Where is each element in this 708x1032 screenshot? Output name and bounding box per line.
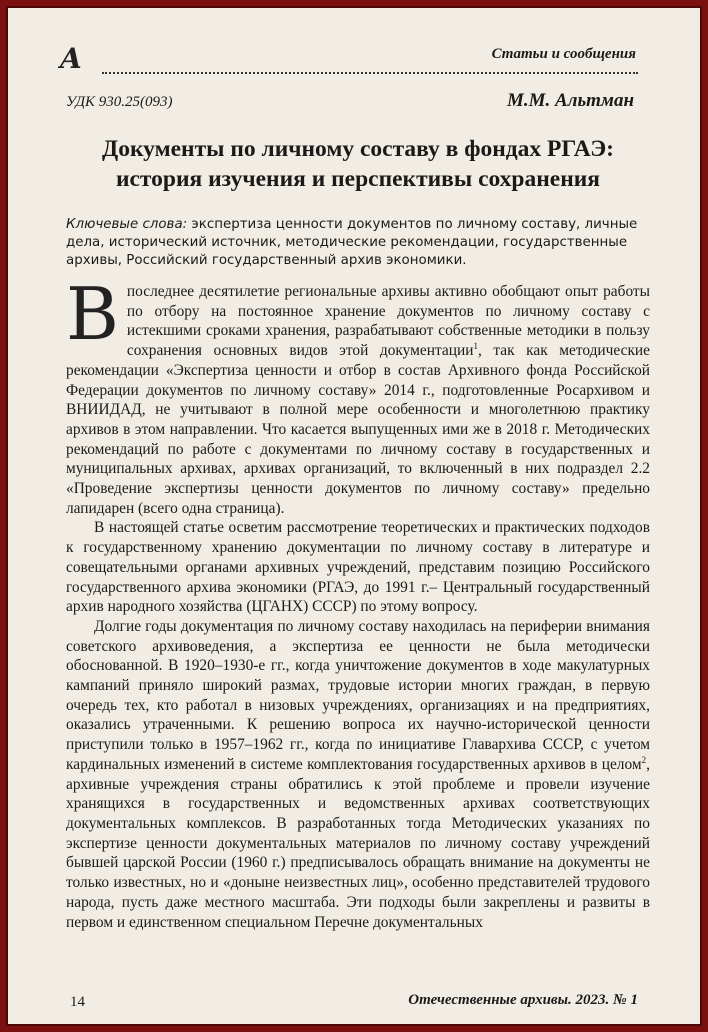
paragraph-3-text-b: , архивные учреждения страны обратились к этой проблеме и провели изучение хранящихся в государственных и ведомственных архивах соответствующих документальных комплексов. В разработанных тогда Методических указаниях по экспертизе ценности документальных материалов по личному составу учреждений бывшей царской России (1960 г.) предписывалось обращать внимание на документы не только известных, но и «доныне неизвестных лиц», особенно представителей трудового народа, пусть даже местного масштаба. Эти подходы были закреплены и развиты в первом и единственном специальном Перечне документальных <box>66 755 650 931</box>
footnote-ref-1[interactable]: 1 <box>473 340 478 351</box>
paragraph-1-text-a: последнее десятилетие региональные архивы активно обобщают опыт работы по отбору на постоянное хранение документов по личному составу с истекшими сроками хранения, разрабатывают собственные методики в пользу сохранения основных видов этой документации <box>126 283 650 360</box>
paragraph-3 <box>66 617 650 932</box>
footnote-ref-2[interactable]: 2 <box>641 754 647 765</box>
paragraph-1 <box>66 272 650 518</box>
udk-code: УДК 930.25(093) <box>66 94 173 110</box>
journal-logo: A <box>60 42 82 75</box>
header-rule <box>102 72 638 74</box>
paragraph-1-text-b: , так как методические рекомендации «Экспертиза ценности и отбор в состав Архивного фонда Российской Федерации документов по личному составу» 2014 г., подготовленные Росархивом и ВНИИДАД, не учитывают в полной мере особенности и многолетнюю практику архивов в этом направлении. Что касается выпущенных ими же в 2018 г. Методических рекомендаций по работе с документами по личному составу в государственных и муниципальных архивах, архивах организаций, то включенный в них подраздел 2.2 «Проведение экспертизы ценности документов по личному составу» предельно лапидарен (всего одна страница). <box>66 342 650 517</box>
paragraph-3-text-a: Долгие годы документация по личному составу находилась на периферии внимания советского архивоведения, а экспертиза ее ценности не была методически обоснованной. В 1920–1930-е гг., когда уничтожение документов в ходе макулатурных кампаний приняло широкий размах, трудовые истории многих граждан, в первую очередь тех, кто работал в низовых учреждениях, организациях и на предприятиях, оказались утраченными. К решению вопроса их научно-исторической ценности приступили только в 1957–1962 гг., когда по инициативе Главархива СССР, с учетом кардинальных изменений в системе комплектования государственных архивов в целом <box>66 617 650 773</box>
section-running-head: Статьи и сообщения <box>491 46 636 62</box>
keywords-label: Ключевые слова: <box>66 217 188 232</box>
journal-page <box>6 6 702 1026</box>
page-number: 14 <box>70 994 85 1010</box>
article-title <box>62 134 654 194</box>
keywords-text: экспертиза ценности документов по личному составу, личные дела, исторический источник, методические рекомендации, государственные архивы, Российский государственный архив экономики. <box>66 217 638 268</box>
keywords-block <box>66 216 650 270</box>
article-title-line-1: Документы по личному составу в фондах РГАЭ: <box>102 136 614 162</box>
drop-cap: В <box>66 272 119 356</box>
article-body <box>66 272 650 932</box>
article-title-line-2: история изучения и перспективы сохранения <box>115 166 601 192</box>
paragraph-2: В настоящей статье осветим рассмотрение теоретических и практических подходов к государственному хранению документации по личному составу в литературе и совещательными органами архивных учреждений, представим позицию Российского государственного архива экономики (РГАЭ, до 1991 г.– Центральный государственный архив народного хозяйства (ЦГАНХ) СССР) по этому вопросу. <box>66 519 650 616</box>
journal-footer: Отечественные архивы. 2023. № 1 <box>408 992 638 1008</box>
author-name: М.М. Альтман <box>507 90 634 111</box>
